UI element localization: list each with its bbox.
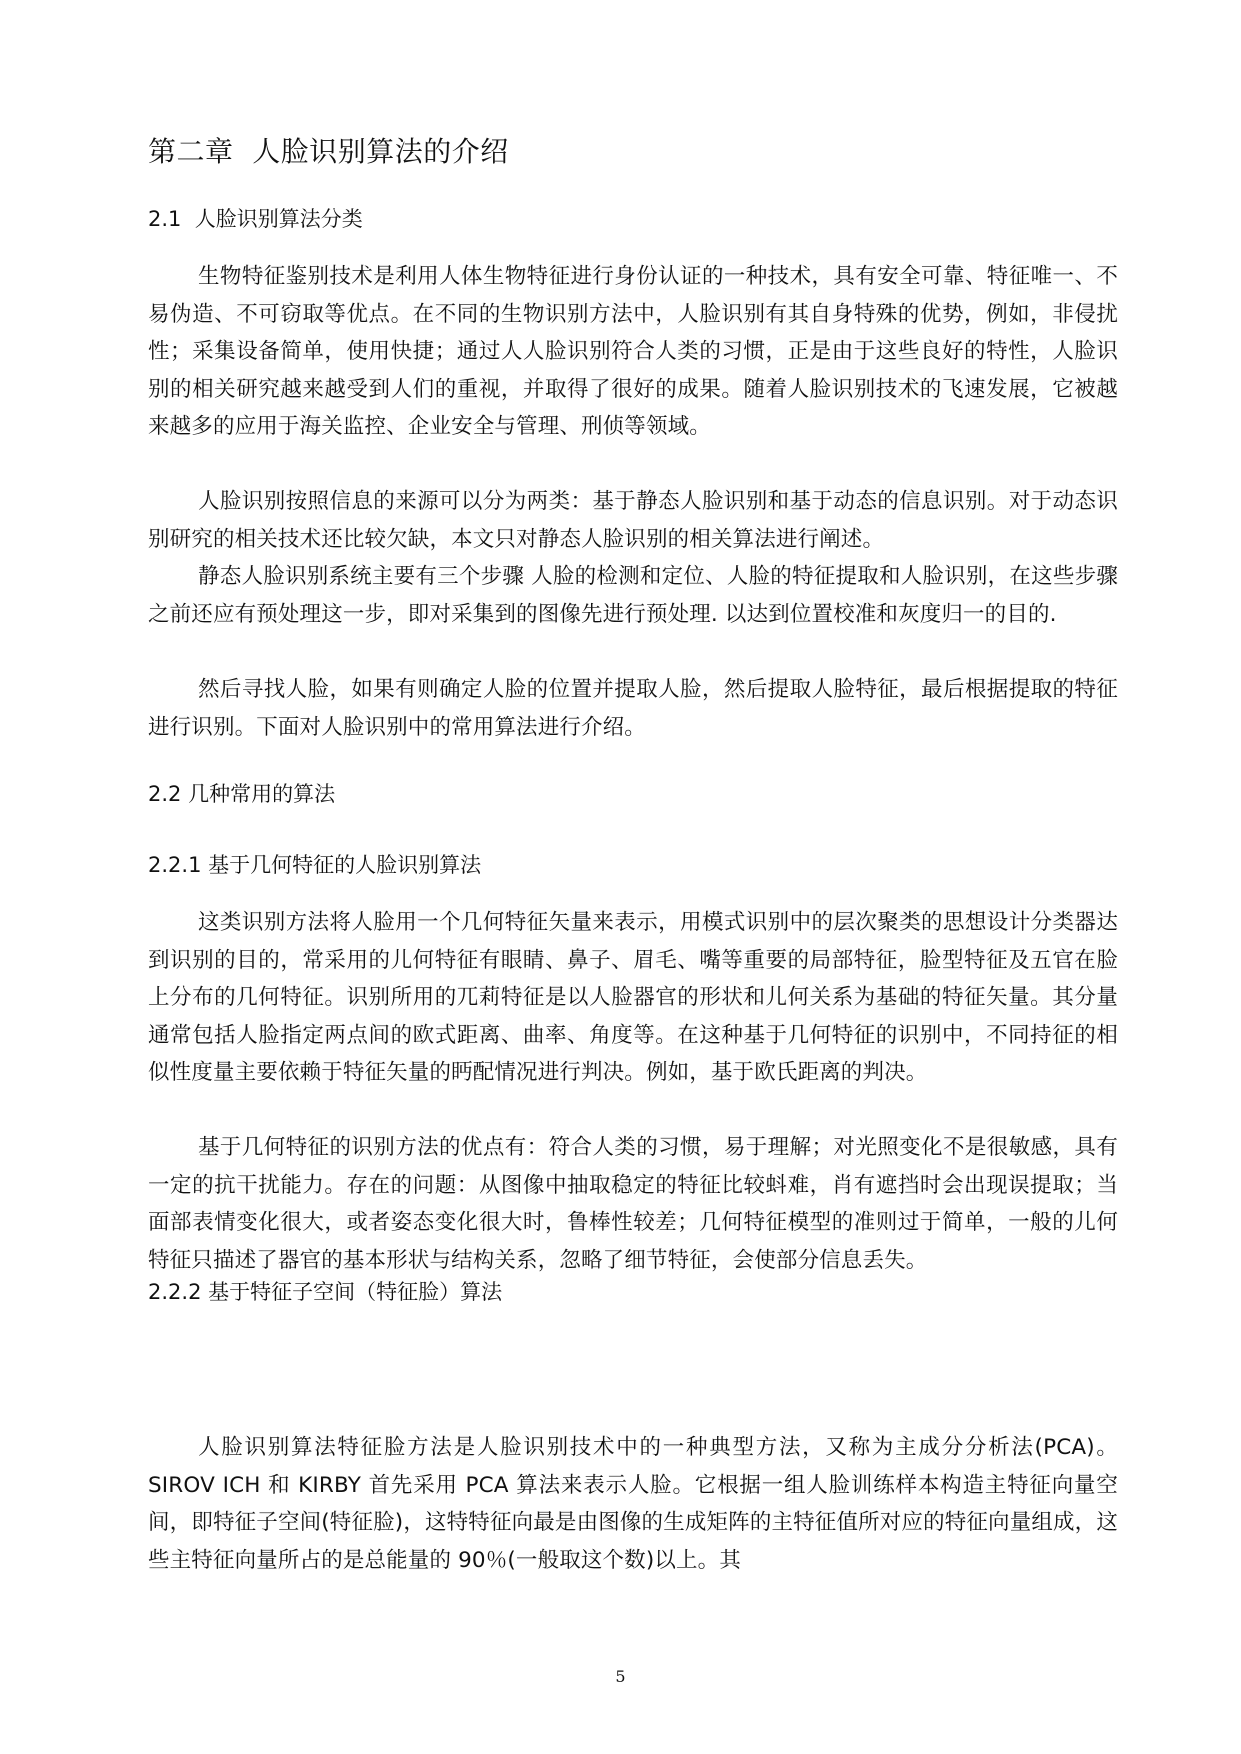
- paragraph: 这类识别方法将人脸用一个几何特征矢量来表示，用模式识别中的层次聚类的思想设计分类器达到识别的目的，常采用的儿何特征有眼睛、鼻子、眉毛、嘴等重要的局部特征，脸型特征及五官在脸上分布的几何特征。识别所用的兀莉特征是以人脸器官的形状和儿何关系为基础的特征矢量。其分量通常包括人脸指定两点间的欧式距离、曲率、角度等。在这种基于几何特征的识别中，不同持征的相似性度量主要依赖于特征矢量的眄配情况进行判决。例如，基于欧氏距离的判决。: [148, 910, 1118, 1085]
- section-heading-2-1: 2.1 人脸识别算法分类: [148, 207, 363, 231]
- section-heading-2-2: 2.2 几种常用的算法: [148, 782, 336, 806]
- paragraph: 人脸识别算法特征脸方法是人脸识别技术中的一种典型方法，又称为主成分分析法(PCA)。SIROV ICH 和 KIRBY 首先采用 PCA 算法来表示人脸。它根据一组人脸训练样本构造主特征向量空间，即特征子空间(特征脸)，这特特征向最是由图像的生成矩阵的主特征值所对应的特征向量组成，这些主特征向量所占的是总能量的 90％(一般取这个数)以上。其: [148, 1435, 1118, 1573]
- page-number: 5: [615, 1667, 626, 1686]
- paragraph: 人脸识别按照信息的来源可以分为两类：基于静态人脸识别和基于动态的信息识别。对于动态识别研究的相关技术还比较欠缺，本文只对静态人脸识别的相关算法进行阐述。: [148, 489, 1118, 552]
- paragraph: 基于几何特征的识别方法的优点有：符合人类的习惯，易于理解；对光照变化不是很敏感，具有一定的抗干扰能力。存在的问题：从图像中抽取稳定的特征比较蚪难，肖有遮挡时会出现误提取；当面部表情变化很大，或者姿态变化很大时，鲁棒性较差；几何特征模型的准则过于简单，一般的儿何特征只描述了器官的基本形状与结构关系，忽略了细节特征，会使部分信息丢失。: [148, 1135, 1118, 1273]
- paragraph: 然后寻找人脸，如果有则确定人脸的位置并提取人脸，然后提取人脸特征，最后根据提取的特征进行识别。下面对人脸识别中的常用算法进行介绍。: [148, 677, 1118, 740]
- paragraph: 静态人脸识别系统主要有三个步骤 人脸的检测和定位、人脸的特征提取和人脸识别，在这些步骤之前还应有预处理这一步，即对采集到的图像先进行预处理. 以达到位置校准和灰度归一的目的.: [148, 564, 1118, 627]
- paragraph: 生物特征鉴别技术是利用人体生物特征进行身份认证的一种技术，具有安全可靠、特征唯一、不易伪造、不可窃取等优点。在不同的生物识别方法中，人脸识别有其自身特殊的优势，例如，非侵扰性；采集设备简单，使用快捷；通过人人脸识别符合人类的习惯，正是由于这些良好的特性，人脸识别的相关研究越来越受到人们的重视，并取得了很好的成果。随着人脸识别技术的飞速发展，它被越来越多的应用于海关监控、企业安全与管理、刑侦等领域。: [148, 264, 1118, 439]
- section-heading-2-2-2: 2.2.2 基于特征子空间（特征脸）算法: [148, 1280, 503, 1304]
- chapter-title: 第二章 人脸识别算法的介绍: [148, 135, 509, 168]
- section-heading-2-2-1: 2.2.1 基于几何特征的人脸识别算法: [148, 853, 482, 877]
